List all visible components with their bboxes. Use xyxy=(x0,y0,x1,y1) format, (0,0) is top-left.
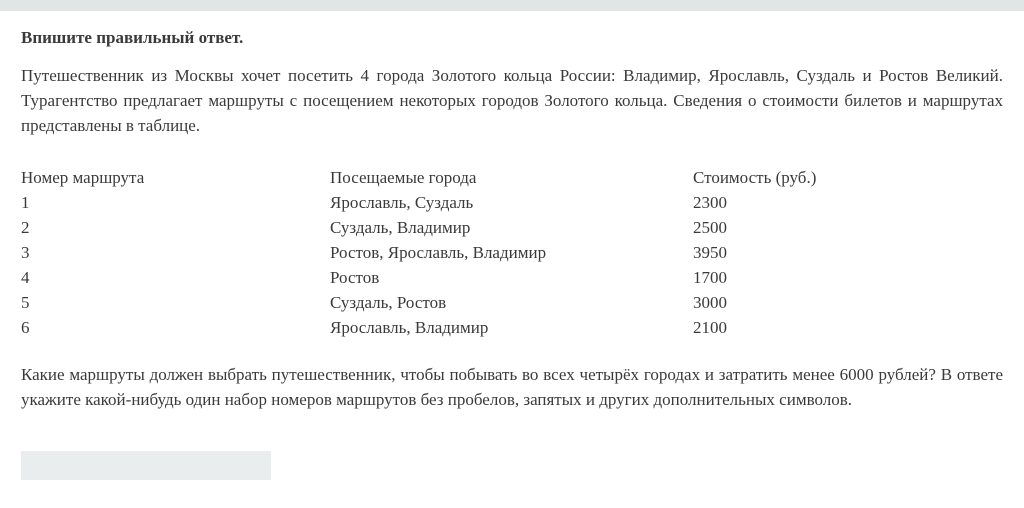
route-number-cell: 6 xyxy=(21,318,30,337)
answer-input[interactable] xyxy=(21,451,271,480)
prompt-heading: Впишите правильный ответ. xyxy=(21,28,244,47)
routes-table xyxy=(21,165,1003,340)
table-header-row xyxy=(21,165,1003,190)
route-number-cell: 1 xyxy=(21,193,30,212)
route-cost-cell: 3000 xyxy=(693,293,727,312)
route-cities-cell: Ярославль, Суздаль xyxy=(330,193,474,212)
table-row xyxy=(21,265,1003,290)
route-cost-cell: 2500 xyxy=(693,218,727,237)
table-row xyxy=(21,290,1003,315)
column-header-cities: Посещаемые города xyxy=(330,168,477,187)
route-cost-cell: 3950 xyxy=(693,243,727,262)
question-text: Какие маршруты должен выбрать путешественник, чтобы побывать во всех четырёх городах и затратить менее 6000 рублей? В ответе укажите какой-нибудь один набор номеров маршрутов без пробелов, запятых и других дополнительных символов. xyxy=(21,365,1003,409)
route-number-cell: 5 xyxy=(21,293,30,312)
route-cost-cell: 2300 xyxy=(693,193,727,212)
table-row xyxy=(21,240,1003,265)
route-number-cell: 2 xyxy=(21,218,30,237)
route-cities-cell: Ростов, Ярославль, Владимир xyxy=(330,243,547,262)
column-header-route-number: Номер маршрута xyxy=(21,168,145,187)
route-cities-cell: Суздаль, Владимир xyxy=(330,218,471,237)
table-row xyxy=(21,315,1003,340)
task-description: Путешественник из Москвы хочет посетить 4 города Золотого кольца России: Владимир, Ярославль, Суздаль и Ростов Великий. Турагентство предлагает маршруты с посещением некоторых городов Золотого кольца. Сведения о стоимости билетов и маршрутах представлены в таблице. xyxy=(21,66,1003,135)
question-content-area xyxy=(0,25,1024,480)
column-header-cost: Стоимость (руб.) xyxy=(693,168,817,187)
route-cities-cell: Суздаль, Ростов xyxy=(330,293,447,312)
route-number-cell: 4 xyxy=(21,268,30,287)
route-cost-cell: 2100 xyxy=(693,318,727,337)
table-row xyxy=(21,190,1003,215)
route-cities-cell: Ярославль, Владимир xyxy=(330,318,489,337)
route-cities-cell: Ростов xyxy=(330,268,380,287)
table-row xyxy=(21,215,1003,240)
top-bar xyxy=(0,0,1024,11)
route-number-cell: 3 xyxy=(21,243,30,262)
route-cost-cell: 1700 xyxy=(693,268,727,287)
